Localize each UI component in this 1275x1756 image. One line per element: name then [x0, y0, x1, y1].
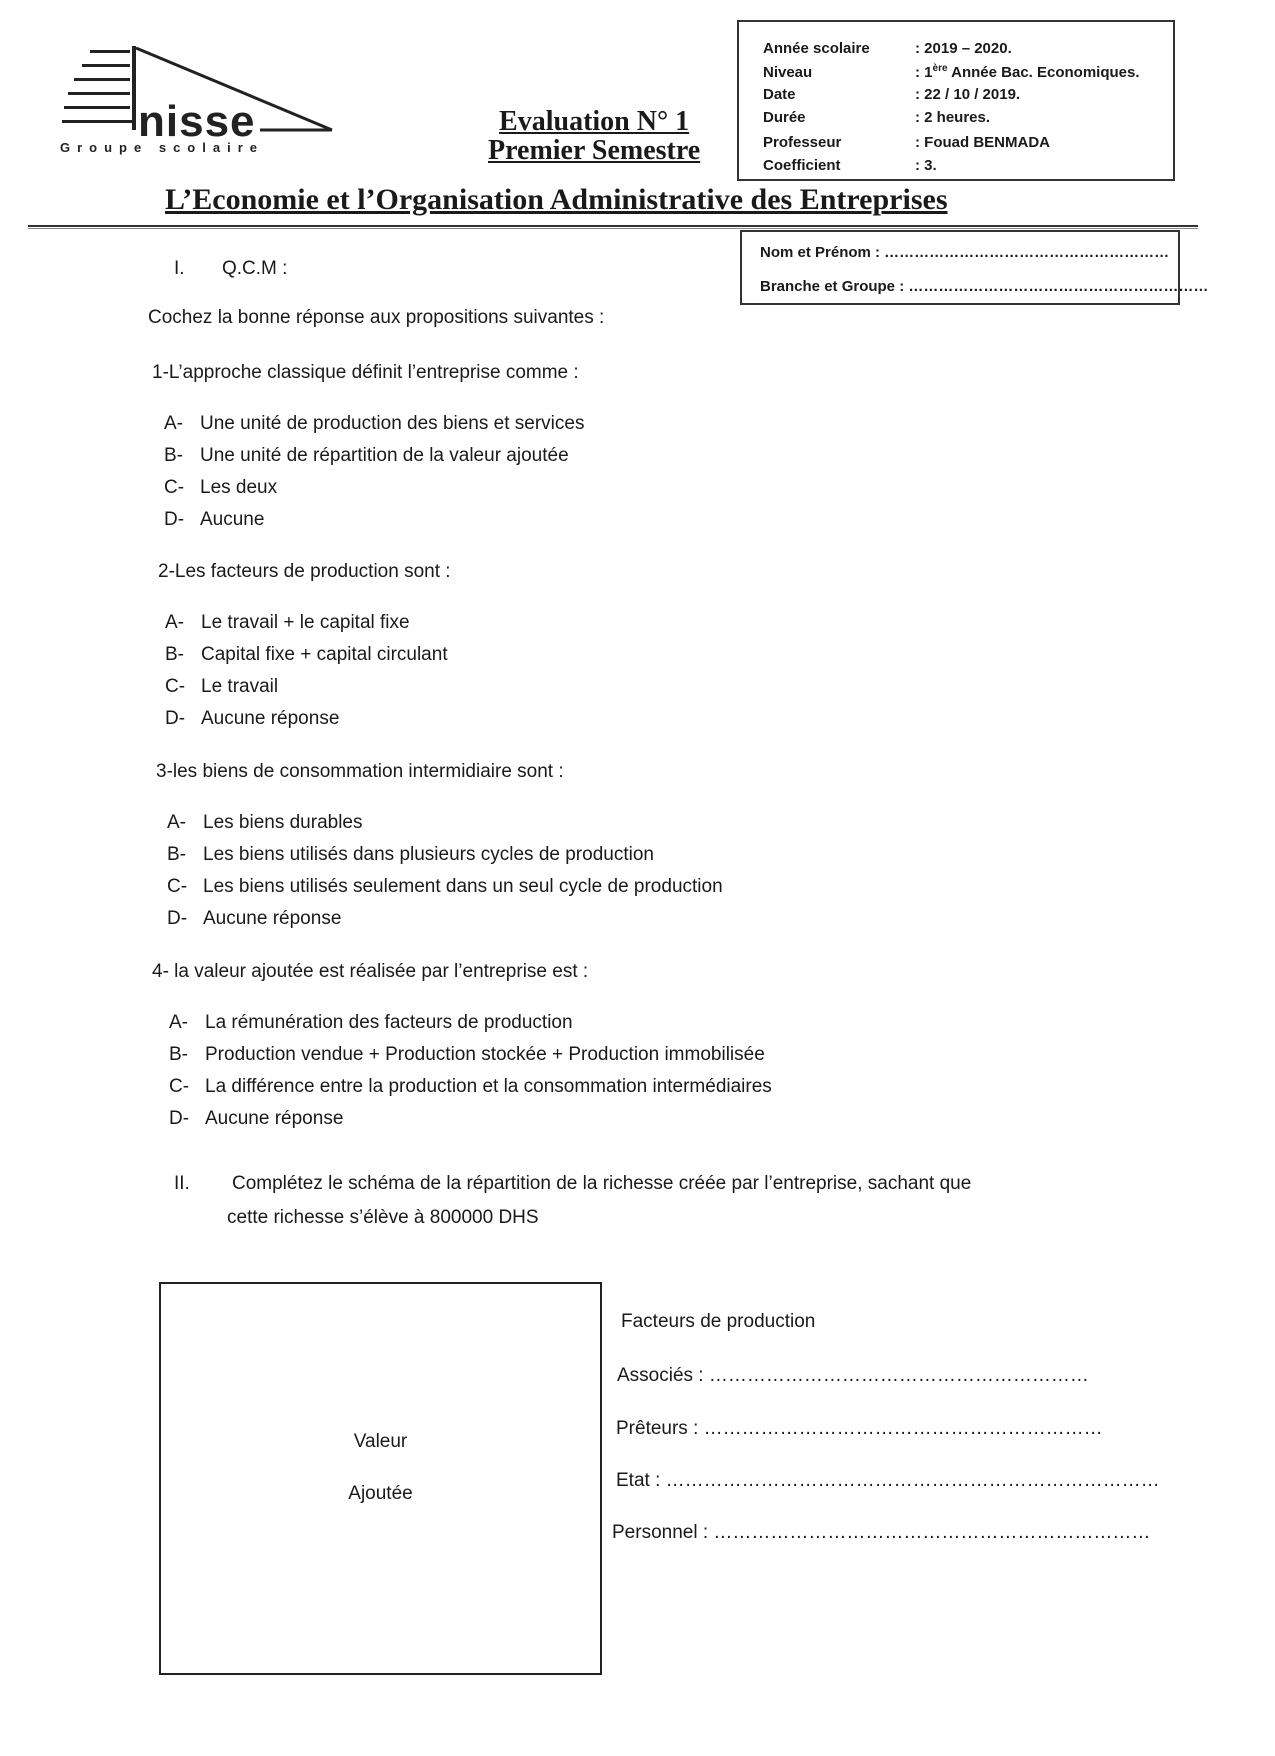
option-text: Les deux — [200, 477, 278, 498]
option-text: La rémunération des facteurs de production — [205, 1012, 573, 1033]
option-text: Aucune — [200, 509, 265, 530]
fill-in-field[interactable]: Prêteurs : ……………………………………………………… — [616, 1418, 1103, 1439]
info-row — [763, 40, 1012, 57]
question-text: 3-les biens de consommation intermidiaire sont : — [156, 761, 564, 782]
option-text: Les biens utilisés seulement dans un seul cycle de production — [203, 876, 723, 897]
answer-option[interactable] — [164, 477, 277, 500]
answer-option[interactable] — [164, 509, 264, 532]
info-value: : Fouad BENMADA — [915, 134, 1050, 151]
option-text: Production vendue + Production stockée + Production immobilisée — [205, 1044, 765, 1065]
option-text: Aucune réponse — [203, 908, 342, 929]
question-text: 1-L’approche classique définit l’entreprise comme : — [152, 362, 579, 383]
option-letter: D- — [167, 908, 188, 929]
answer-option[interactable] — [167, 812, 363, 835]
option-letter: D- — [164, 509, 185, 530]
option-text: Les biens durables — [203, 812, 363, 833]
section-instruction: Complétez le schéma de la répartition de la richesse créée par l’entreprise, sachant que — [232, 1173, 972, 1194]
option-text: Une unité de répartition de la valeur ajoutée — [200, 445, 569, 466]
option-letter: B- — [165, 644, 184, 665]
info-value: : 2019 – 2020. — [915, 40, 1012, 57]
section-instruction: cette richesse s’élève à 800000 DHS — [227, 1207, 539, 1228]
option-letter: C- — [169, 1076, 190, 1097]
fill-in-field[interactable]: Personnel : …………………………………………………………… — [612, 1522, 1151, 1543]
info-row — [763, 157, 937, 174]
option-text: Une unité de production des biens et services — [200, 413, 585, 434]
logo-subtitle: Groupe scolaire — [60, 140, 264, 155]
answer-option[interactable] — [164, 445, 569, 468]
option-letter: C- — [165, 676, 186, 697]
answer-option[interactable] — [169, 1012, 573, 1035]
info-row — [763, 134, 1050, 151]
info-value: : 22 / 10 / 2019. — [915, 86, 1021, 103]
title-divider-thin — [28, 228, 1198, 229]
evaluation-title — [488, 107, 700, 166]
info-value: : 1 — [915, 64, 933, 81]
info-label: Coefficient — [763, 157, 841, 174]
option-letter: B- — [167, 844, 186, 865]
info-label: Niveau — [763, 64, 813, 81]
info-label: Date — [763, 86, 796, 103]
answer-option[interactable] — [169, 1076, 772, 1099]
option-letter: D- — [165, 708, 186, 729]
page-title: L’Economie et l’Organisation Administrative des Entreprises — [165, 183, 948, 216]
answer-option[interactable] — [167, 844, 654, 867]
option-text: Le travail — [201, 676, 279, 697]
option-letter: B- — [169, 1044, 188, 1065]
exam-info-box — [737, 20, 1175, 181]
question-text: 4- la valeur ajoutée est réalisée par l’entreprise est : — [152, 961, 589, 982]
student-info-box — [740, 230, 1209, 305]
info-label: Professeur — [763, 134, 842, 151]
answer-option[interactable] — [165, 676, 278, 699]
value-added-box — [159, 1282, 602, 1675]
option-text: Aucune réponse — [205, 1108, 344, 1129]
info-value-sup: ère — [932, 63, 948, 74]
info-label: Année scolaire — [763, 40, 870, 57]
schema-heading: Facteurs de production — [621, 1311, 816, 1332]
school-logo — [60, 42, 350, 155]
option-letter: A- — [167, 812, 186, 833]
answer-option[interactable] — [169, 1108, 343, 1131]
logo-name: nisse — [138, 97, 256, 146]
student-name-field[interactable]: Nom et Prénom : ………………………………………………… — [760, 244, 1170, 261]
option-letter: A- — [164, 413, 183, 434]
info-value: Année Bac. Economiques. — [947, 64, 1140, 81]
section-title: Q.C.M : — [222, 258, 288, 279]
section-number: II. — [174, 1173, 190, 1194]
option-letter: A- — [165, 612, 184, 633]
info-label: Durée — [763, 109, 806, 126]
fill-in-field[interactable]: Associés : …………………………………………………… — [617, 1365, 1089, 1386]
option-letter: B- — [164, 445, 183, 466]
evaluation-line1: Evaluation N° 1 — [499, 106, 690, 137]
answer-option[interactable] — [164, 413, 584, 436]
info-row — [763, 63, 1140, 81]
evaluation-line2: Premier Semestre — [488, 135, 701, 167]
student-group-field[interactable]: Branche et Groupe : …………………………………………………… — [760, 278, 1209, 295]
answer-option[interactable] — [167, 876, 723, 899]
info-row — [763, 86, 1020, 103]
answer-option[interactable] — [165, 708, 339, 731]
answer-option[interactable] — [165, 644, 448, 667]
option-letter: C- — [167, 876, 188, 897]
answer-option[interactable] — [169, 1044, 765, 1067]
section-number: I. — [174, 258, 185, 279]
option-letter: C- — [164, 477, 185, 498]
option-text: Capital fixe + capital circulant — [201, 644, 448, 665]
info-value: : 2 heures. — [915, 109, 991, 126]
option-letter: D- — [169, 1108, 190, 1129]
option-text: La différence entre la production et la consommation intermédiaires — [205, 1076, 772, 1097]
fill-in-field[interactable]: Etat : …………………………………………………………………… — [616, 1470, 1160, 1491]
title-divider — [28, 225, 1198, 227]
option-text: Le travail + le capital fixe — [201, 612, 410, 633]
answer-option[interactable] — [165, 612, 410, 635]
box-label: Valeur — [353, 1431, 408, 1452]
instruction-text: Cochez la bonne réponse aux propositions suivantes : — [148, 307, 605, 328]
option-letter: A- — [169, 1012, 188, 1033]
option-text: Aucune réponse — [201, 708, 340, 729]
box-label: Ajoutée — [348, 1483, 413, 1504]
info-row — [763, 109, 990, 126]
answer-option[interactable] — [167, 908, 341, 931]
option-text: Les biens utilisés dans plusieurs cycles de production — [203, 844, 654, 865]
question-text: 2-Les facteurs de production sont : — [158, 561, 451, 582]
info-value: : 3. — [915, 157, 937, 174]
